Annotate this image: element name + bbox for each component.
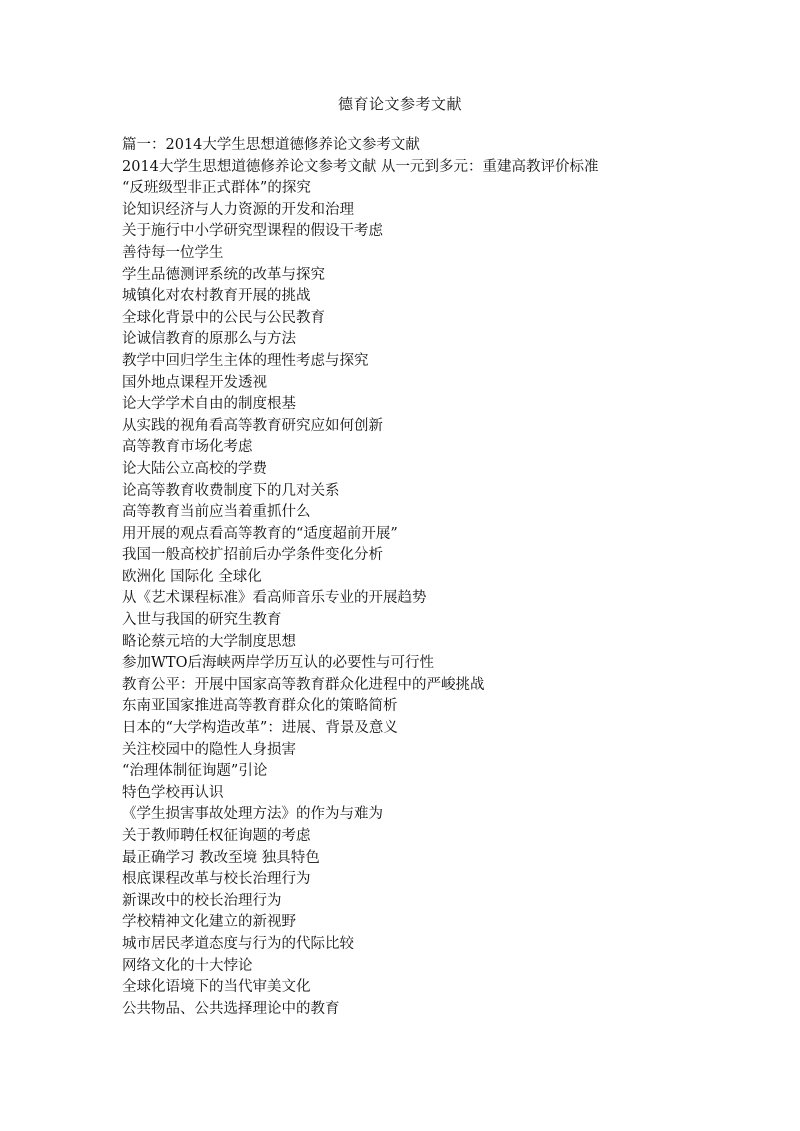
- text-line: 从实践的视角看高等教育研究应如何创新: [122, 417, 383, 434]
- text-line: 入世与我国的研究生教育: [122, 612, 282, 629]
- text-line: 学生品德测评系统的改革与探究: [122, 266, 325, 283]
- text-line: 我国一般高校扩招前后办学条件变化分析: [122, 547, 383, 564]
- text-line: 关注校园中的隐性人身损害: [122, 741, 296, 758]
- text-line: 论诚信教育的原那么与方法: [122, 331, 296, 348]
- text-line: 根底课程改革与校长治理行为: [122, 871, 311, 888]
- document-body: [122, 135, 702, 1020]
- text-line: 从《艺术课程标准》看高师音乐专业的开展趋势: [122, 590, 427, 607]
- text-line: 《学生损害事故处理方法》的作为与难为: [122, 806, 383, 823]
- text-line: 论大学学术自由的制度根基: [122, 396, 296, 413]
- text-line: 网络文化的十大悖论: [122, 957, 253, 974]
- text-line: 高等教育当前应当着重抓什么: [122, 504, 311, 521]
- document-title: 德育论文参考文献: [337, 95, 462, 113]
- text-line: 城市居民孝道态度与行为的代际比较: [122, 935, 354, 952]
- text-line: “治理体制征询题”引论: [122, 763, 268, 780]
- text-line: 全球化背景中的公民与公民教育: [122, 309, 325, 326]
- text-line: 2014大学生思想道德修养论文参考文献 从一元到多元：重建高教评价标准: [122, 158, 599, 175]
- text-line: 国外地点课程开发透视: [122, 374, 267, 391]
- text-line: 最正确学习 教改至境 独具特色: [122, 849, 320, 866]
- text-line: 学校精神文化建立的新视野: [122, 914, 296, 931]
- text-line: 高等教育市场化考虑: [122, 439, 253, 456]
- text-line: 关于教师聘任权征询题的考虑: [122, 828, 311, 844]
- text-line: 论高等教育收费制度下的几对关系: [122, 482, 340, 499]
- text-line: 略论蔡元培的大学制度思想: [122, 633, 296, 650]
- text-line: 用开展的观点看高等教育的“适度超前开展”: [122, 525, 398, 542]
- text-line: “反班级型非正式群体”的探究: [122, 180, 311, 197]
- text-line: 篇一：2014大学生思想道德修养论文参考文献: [122, 137, 420, 153]
- text-line: 公共物品、公共选择理论中的教育: [122, 1000, 340, 1017]
- text-line: 论知识经济与人力资源的开发和治理: [122, 201, 354, 218]
- text-line: 特色学校再认识: [122, 784, 224, 801]
- text-line: 参加WTO后海峡两岸学历互认的必要性与可行性: [122, 655, 434, 672]
- text-line: 教学中回归学生主体的理性考虑与探究: [122, 352, 369, 369]
- text-line: 善待每一位学生: [122, 244, 224, 261]
- text-line: 东南亚国家推进高等教育群众化的策略简析: [122, 698, 398, 715]
- text-line: 欧洲化 国际化 全球化: [122, 568, 262, 585]
- text-line: 城镇化对农村教育开展的挑战: [122, 288, 311, 305]
- text-line: 全球化语境下的当代审美文化: [122, 979, 311, 996]
- text-line: 论大陆公立高校的学费: [122, 460, 267, 477]
- text-line: 关于施行中小学研究型课程的假设干考虑: [122, 223, 383, 240]
- text-line: 教育公平：开展中国家高等教育群众化进程中的严峻挑战: [122, 676, 485, 693]
- text-line: 新课改中的校长治理行为: [122, 892, 282, 909]
- text-line: 日本的“大学构造改革”：进展、背景及意义: [122, 720, 398, 737]
